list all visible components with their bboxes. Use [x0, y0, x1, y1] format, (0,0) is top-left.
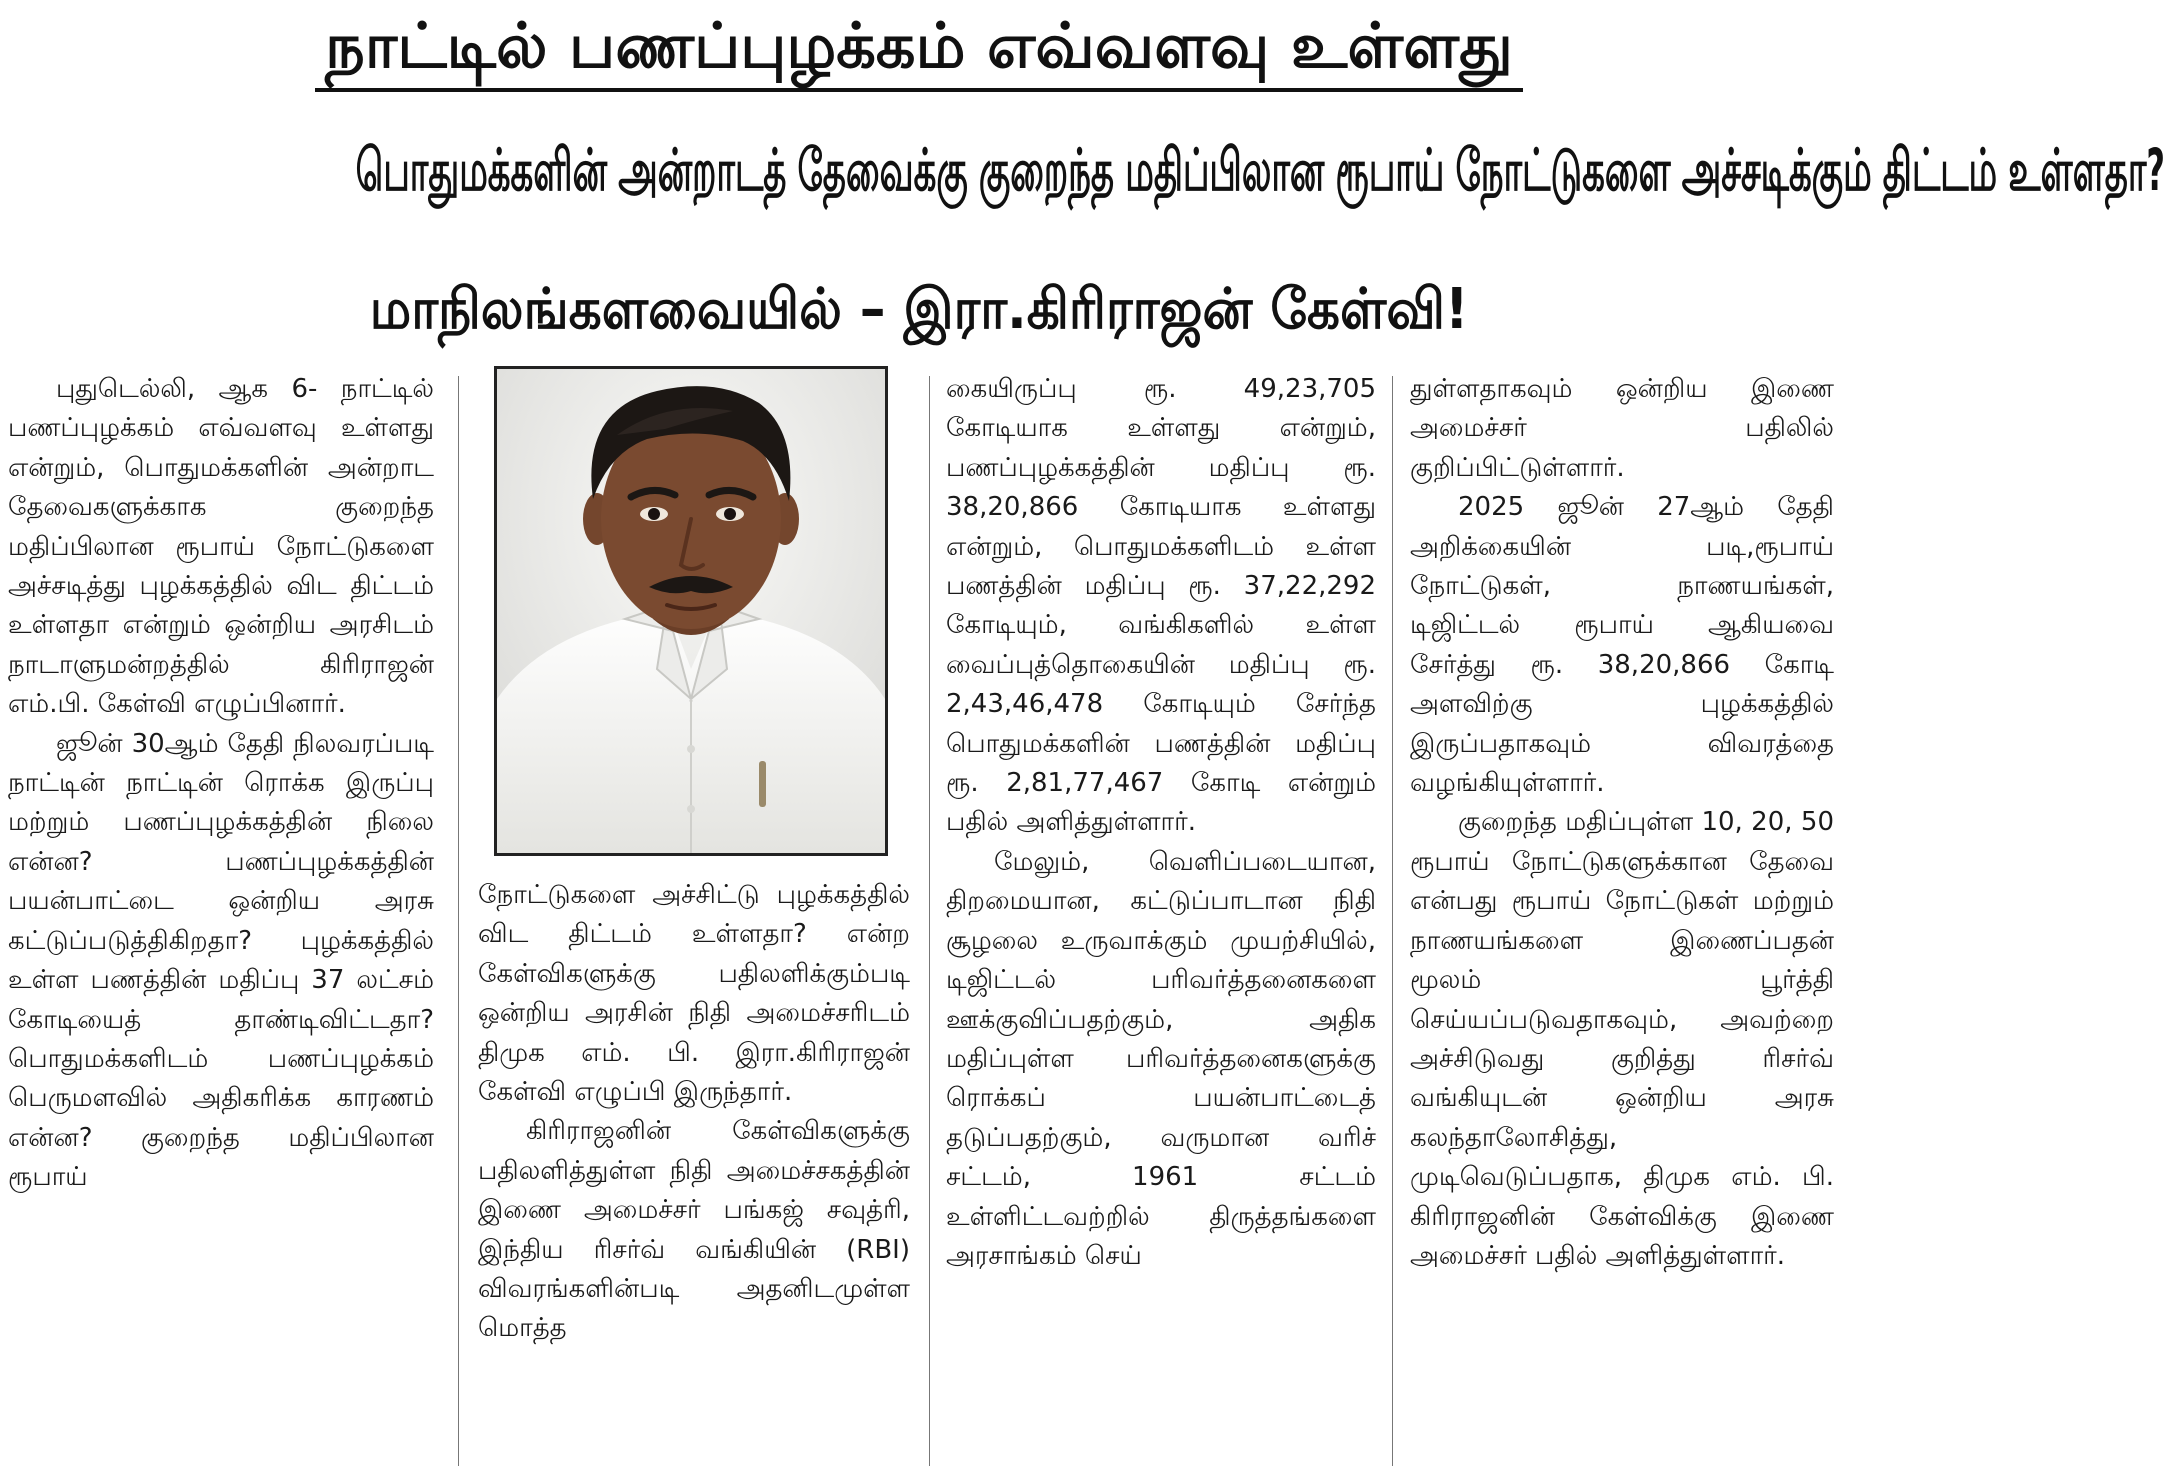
portrait-photo — [494, 366, 888, 856]
article-paragraph: கிரிராஜனின் கேள்விகளுக்கு பதிலளித்துள்ள நிதி அமைச்சகத்தின் இணை அமைச்சர் பங்கஜ் சவுத்ரி, இந்திய ரிசர்வ் வங்கியின் (RBI) விவரங்களின்படி அதனிடமுள்ள மொத்த — [478, 1116, 910, 1344]
question-headline: பொதுமக்களின் அன்றாடத் தேவைக்கு குறைந்த மதிப்பிலான ரூபாய் நோட்டுகளை அச்சடிக்கும் திட்டம் உள்ளதா? — [355, 136, 2165, 204]
main-headline — [0, 4, 1838, 96]
main-headline-text: நாட்டில் பணப்புழக்கம் எவ்வளவு உள்ளது — [315, 4, 1523, 92]
byline-headline-text: மாநிலங்களவையில் – இரா.கிரிராஜன் கேள்வி! — [369, 277, 1469, 342]
column-divider — [929, 376, 930, 1466]
article-paragraph: நோட்டுகளை அச்சிட்டு புழக்கத்தில் விட திட்டம் உள்ளதா? என்ற கேள்விகளுக்கு பதிலளிக்கும்படி ஒன்றிய அரசின் நிதி அமைச்சரிடம் திமுக எம். பி. இரா.கிரிராஜன் கேள்வி எழுப்பி இருந்தார். — [478, 880, 910, 1108]
article-column-3 — [946, 370, 1376, 1470]
article-paragraph: ஜூன் 30ஆம் தேதி நிலவரப்படி நாட்டின் நாட்டின் ரொக்க இருப்பு மற்றும் பணப்புழக்கத்தின் நிலை என்ன? பணப்புழக்கத்தின் பயன்பாட்டை ஒன்றிய அரசு கட்டுப்படுத்திகிறதா? புழக்கத்தில் உள்ள பணத்தின் மதிப்பு 37 லட்சம் கோடியைத் தாண்டிவிட்டதா? பொதுமக்களிடம் பணப்புழக்கம் பெருமளவில் அதிகரிக்க காரணம் என்ன? குறைந்த மதிப்பிலான ரூபாய் — [8, 728, 434, 1193]
column-divider — [458, 376, 459, 1466]
article-paragraph: புதுடெல்லி, ஆக 6- நாட்டில் பணப்புழக்கம் எவ்வளவு உள்ளது என்றும், பொதுமக்களின் அன்றாட தேவைகளுக்காக குறைந்த மதிப்பிலான ரூபாய் நோட்டுகளை அச்சடித்து புழக்கத்தில் விட திட்டம் உள்ளதா என்றும் ஒன்றிய அரசிடம் நாடாளுமன்றத்தில் கிரிராஜன் எம்.பி. கேள்வி எழுப்பினார். — [8, 374, 434, 720]
article-paragraph: கையிருப்பு ரூ. 49,23,705 கோடியாக உள்ளது என்றும், பணப்புழக்கத்தின் மதிப்பு ரூ. 38,20,866 கோடியாக உள்ளது என்றும், பொதுமக்களிடம் உள்ள பணத்தின் மதிப்பு ரூ. 37,22,292 கோடியும், வங்கிகளில் உள்ள வைப்புத்தொகையின் மதிப்பு ரூ. 2,43,46,478 கோடியும் சேர்ந்த பொதுமக்களின் பணத்தின் மதிப்பு ரூ. 2,81,77,467 கோடி என்றும் பதில் அளித்துள்ளார். — [946, 374, 1376, 838]
article-column-2 — [478, 876, 910, 1472]
article-column-1 — [8, 370, 434, 1470]
article-column-4 — [1410, 370, 1834, 1470]
article-paragraph: குறைந்த மதிப்புள்ள 10, 20, 50 ரூபாய் நோட்டுகளுக்கான தேவை என்பது ரூபாய் நோட்டுகள் மற்றும் நாணயங்களை இணைப்பதன் மூலம் பூர்த்தி செய்யப்படுவதாகவும், அவற்றை அச்சிடுவது குறித்து ரிசர்வ் வங்கியுடன் ஒன்றிய அரசு கலந்தாலோசித்து, முடிவெடுப்பதாக, திமுக எம். பி. கிரிராஜனின் கேள்விக்கு இணை அமைச்சர் பதில் அளித்துள்ளார். — [1410, 807, 1834, 1271]
column-divider — [1392, 376, 1393, 1466]
byline-headline — [0, 272, 1838, 352]
article-paragraph: துள்ளதாகவும் ஒன்றிய இணை அமைச்சர் பதிலில் குறிப்பிட்டுள்ளார். — [1410, 374, 1834, 483]
article-paragraph: மேலும், வெளிப்படையான, திறமையான, கட்டுப்பாடான நிதி சூழலை உருவாக்கும் முயற்சியில், டிஜிட்டல் பரிவர்த்தனைகளை ஊக்குவிப்பதற்கும், அதிக மதிப்புள்ள பரிவர்த்தனைகளுக்கு ரொக்கப் பயன்பாட்டைத் தடுப்பதற்கும், வருமான வரிச் சட்டம், 1961 சட்டம் உள்ளிட்டவற்றில் திருத்தங்களை அரசாங்கம் செய் — [946, 846, 1376, 1271]
person-portrait-icon — [497, 369, 885, 853]
article-paragraph: 2025 ஜூன் 27ஆம் தேதி அறிக்கையின் படி,ரூபாய் நோட்டுகள், நாணயங்கள், டிஜிட்டல் ரூபாய் ஆகியவை சேர்த்து ரூ. 38,20,866 கோடி அளவிற்கு புழக்கத்தில் இருப்பதாகவும் விவரத்தை வழங்கியுள்ளார். — [1410, 492, 1834, 799]
